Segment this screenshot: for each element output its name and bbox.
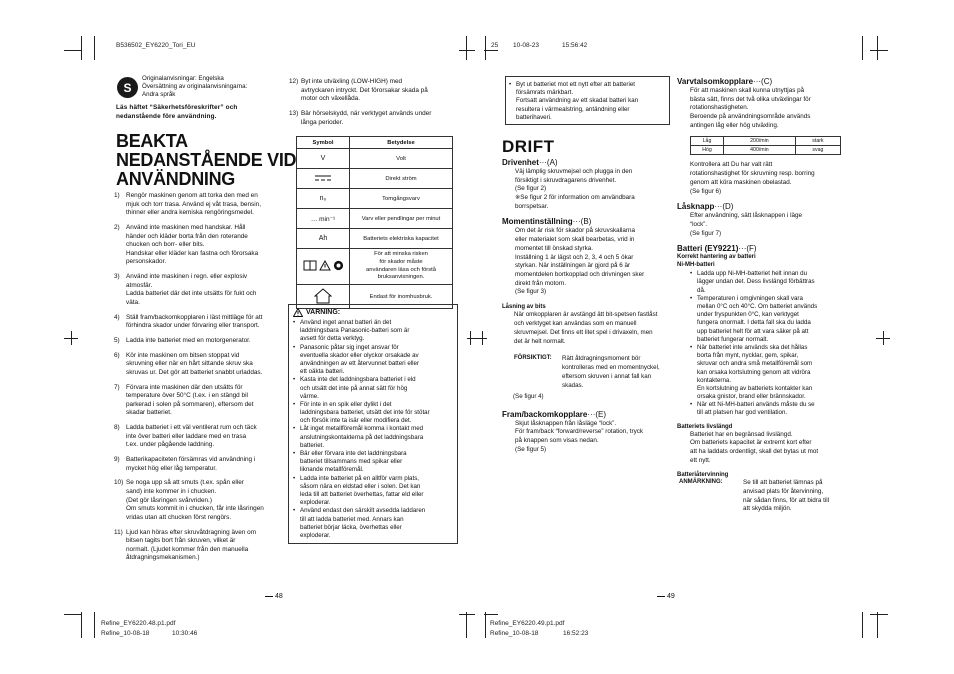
list-number: 6) xyxy=(114,351,120,359)
fram-line: på knappen som visas nedan. xyxy=(515,436,599,444)
footer-time-left: 10:30:46 xyxy=(172,630,198,637)
warning-triangle-icon xyxy=(319,260,331,271)
list-item-line: Om smuts kommit in i chucken, får inte låsringen xyxy=(126,505,264,513)
varvtal-line: Beroende på användningsområde används xyxy=(690,113,811,121)
bullet-line: lägger undan det. Dess livslängd förbättras xyxy=(697,278,815,286)
list-item-line: långa perioder. xyxy=(301,118,344,126)
footer-date-right: Refine_10-08-18 xyxy=(490,630,539,637)
battery-item xyxy=(690,270,839,295)
meaning-ampere-hour: Batteriets elektriska kapacitet xyxy=(350,229,453,249)
bullet-line: batterihaveri. xyxy=(516,113,552,121)
varvtal-line: Kontrollera att Du har valt rätt xyxy=(690,161,773,169)
footer-time-right: 16:52:23 xyxy=(563,630,589,637)
instruction-item xyxy=(114,192,278,218)
battery-item xyxy=(690,295,839,344)
bullet-line: • Byt ut batteriet mot ett nytt efter att batteriet xyxy=(516,81,635,88)
fram-line: Skjut låsknappen från låsläge “lock”. xyxy=(515,419,617,427)
symbol-header: Symbol xyxy=(297,137,350,149)
note-line: Se till att batteriet lämnas på xyxy=(743,479,823,487)
recycling-heading: Batteriåtervinning xyxy=(677,472,729,479)
caution-line: skadas. xyxy=(562,381,584,389)
symbol-volt: V xyxy=(297,149,350,169)
lasning-line: och verktyget kan användas som en manuell xyxy=(514,319,637,327)
bullet-line: och utsätt det inte på annat sätt för hög xyxy=(300,384,408,392)
meaning-indoor-use: Endast för inomhusbruk. xyxy=(350,285,453,309)
symbol-table xyxy=(296,136,453,309)
lasknapp-line: Efter användning, sätt låsknappen i läge xyxy=(690,212,803,220)
varvtal-line: rotationshastighet för skruvning resp. borring xyxy=(690,170,815,178)
list-item-line: Kör inte maskinen om bitsen stoppat vid xyxy=(126,351,240,359)
bullet-line: • Använd inget annat batteri än det xyxy=(300,319,392,326)
bullet-line: • Ladda upp Ni-MH-batteriet helt innan du xyxy=(697,270,808,278)
varvtal-line: (Se figur 6) xyxy=(690,187,722,195)
list-item-line: Ladda batteriet i ett väl ventilerat rum och täck xyxy=(126,424,257,432)
list-item-line: Bär hörselskydd, när verktyget används under xyxy=(301,109,432,117)
lasknapp-line: (Se figur 7) xyxy=(690,229,722,237)
header-date: 10-08-23 xyxy=(513,42,540,49)
list-item-line: Ljud kan höras efter skruvåtdragning även om xyxy=(126,528,257,536)
instruction-item xyxy=(289,78,451,104)
bullet-line: resultera i värmealstring, antändning eller xyxy=(516,105,630,113)
list-number: 1) xyxy=(114,192,120,199)
bullet-line: under fryspunkten 0°C, kan verktyget xyxy=(697,311,799,319)
list-number: 11) xyxy=(114,528,123,536)
header-time: 15:56:42 xyxy=(562,42,588,49)
bullet-line: liknande metallföremål. xyxy=(300,466,364,474)
header-file-left: B536502_EY6220_Tori_EU xyxy=(116,42,196,49)
caution-figure: (Se figur 4) xyxy=(513,392,544,400)
instruction-item xyxy=(114,337,278,346)
warning-title: VARNING: xyxy=(293,308,453,317)
bullet-line: mellan 0°C och 40°C. Om batteriet används xyxy=(697,303,818,310)
speed-high-torque: svag xyxy=(795,146,840,155)
list-number: 10) xyxy=(114,479,124,487)
symbol-no-load-speed: n₀ xyxy=(297,189,350,209)
list-item-line: skruvas ur. Det gör att batteriet snabbt urladdas. xyxy=(126,368,263,376)
language-badge: S xyxy=(117,77,138,98)
list-number: 13) xyxy=(289,109,299,117)
moment-line: momentdelen bortkopplad och drivningen sker xyxy=(515,270,645,278)
bullet-line: ett oäkta batteri. xyxy=(300,368,345,376)
list-item-line: förhindra skador under förvaring eller transport. xyxy=(126,322,260,330)
bullet-line: Fortsatt användning av ett skadat batteri kan xyxy=(516,97,639,105)
symbol-ampere-hour: Ah xyxy=(297,229,350,249)
bullet-line: exploderar. xyxy=(300,499,331,507)
caution-line: Rätt åtdragningsmoment bör xyxy=(562,354,641,362)
list-number: 2) xyxy=(114,223,120,231)
list-item-line: Ställ fram/backomkopplaren i läst mittläge för att xyxy=(126,313,263,321)
bullet-line: orsaka gnistor, brand eller brännskador. xyxy=(697,393,806,401)
bullet-line: • Låt inget metallföremål komma i kontakt med xyxy=(300,425,424,433)
meaning-no-load-speed: Tomgångsvarv xyxy=(350,189,453,209)
bullet-line: upp batteriet helt för att vara säker på att xyxy=(697,327,809,335)
bullet-line: • Kasta inte det laddningsbara batteriet i eld xyxy=(300,376,416,384)
note-line: att skydda miljön. xyxy=(743,505,792,513)
instruction-item xyxy=(289,110,451,127)
original-language-note: Originalanvisningar: Engelska Översättning av originalanvisningarna: Andra språk xyxy=(142,75,248,98)
bullet-line: avsett för detta verktyg. xyxy=(300,335,365,343)
bullet-line: borta från mynt, nycklar, gem, spikar, xyxy=(697,352,799,360)
moment-line: (Se figur 3) xyxy=(515,288,547,296)
bullet-line: exploderar. xyxy=(300,531,331,539)
moment-line: momentet till önskad styrka. xyxy=(515,244,594,252)
list-number: 8) xyxy=(114,424,120,432)
warning-item xyxy=(293,376,453,401)
list-item-line: väta. xyxy=(126,299,140,307)
drivenhet-line: Väj lämplig skruvmejsel och plugga in den xyxy=(515,168,633,175)
bullet-line: laddningsbara batteriet, utsätt det inte för stötar xyxy=(300,409,430,417)
varvtal-line: rotationshastigheten. xyxy=(690,104,749,112)
caution-line: kontrolleras med en momentnyckel, xyxy=(562,363,660,371)
battery-handling-heading: Korrekt hantering av batteri xyxy=(677,254,756,261)
right-col-2 xyxy=(677,77,839,514)
moment-line: direkt från motorn. xyxy=(515,279,567,287)
speed-high-rpm: 400/min xyxy=(724,146,796,155)
moment-heading: Momentinställning···(B) xyxy=(502,217,592,227)
section-title: BEAKTA NEDANSTÅENDE VID ANVÄNDNING xyxy=(116,131,297,189)
warning-item xyxy=(293,319,453,344)
moment-line: eller materialet som skall bearbetas, vrid in xyxy=(515,236,635,244)
instruction-item xyxy=(114,273,278,308)
symbol-direct-current xyxy=(297,169,350,189)
list-item-line: Ladda inte batteriet med en motorgenerator. xyxy=(126,336,251,344)
list-item-line: Rengör maskinen genom att torka den med en xyxy=(126,192,258,199)
warning-item xyxy=(293,401,453,426)
battery-item xyxy=(690,401,839,417)
instruction-item xyxy=(114,529,278,564)
bullet-line: • För inte in en spik eller dylikt i det xyxy=(300,400,392,408)
caution-line: eftersom skruven i annat fall kan xyxy=(562,372,652,380)
battery-life-line: att ha laddats ordentligt, skall det bytas ut mot xyxy=(690,448,819,455)
list-item-line: skadar batteriet. xyxy=(126,409,172,417)
drivenhet-line: ※Se figur 2 för information om användbara xyxy=(515,194,635,202)
lasning-heading: Låsning av bits xyxy=(502,303,546,310)
list-item-line: avtryckaren intryckt. Det förorsakar skada på xyxy=(301,86,428,94)
list-item-line: Ladda batteriet där det inte utsätts för fukt och xyxy=(126,290,257,298)
warning-item xyxy=(293,475,453,508)
instruction-list-right xyxy=(289,78,451,133)
direct-current-icon xyxy=(314,174,332,182)
page-number-right: 49 xyxy=(657,593,675,600)
note-line: anvisad plats för återvinning, xyxy=(743,488,824,496)
header-page-number: 25 xyxy=(491,42,499,49)
meaning-per-minute: Varv eller pendlingar per minut xyxy=(350,209,453,229)
meaning-read-manual: För att minska risken för skador måste användaren läsa och förstå bruksanvisningen. xyxy=(350,249,453,285)
caution-block xyxy=(502,355,664,391)
instruction-item xyxy=(114,224,278,267)
bullet-line: och försök inte ta isär eller modifiera det. xyxy=(300,417,412,425)
bullet-line: försämrats märkbart. xyxy=(516,89,574,97)
bullet-line: kontakterna. xyxy=(697,376,732,384)
bullet-line: laddningsbara Panasonic-batteri som är xyxy=(300,327,410,335)
meaning-direct-current: Direkt ström xyxy=(350,169,453,189)
list-item-line: atmosfär. xyxy=(126,281,153,289)
list-item-line: Batterikapaciteten försämras vid användning i xyxy=(126,456,256,464)
list-item-line: Förvara inte maskinen där den utsätts för xyxy=(126,383,243,391)
list-item-line: (Det gör låsringen svårvriden.) xyxy=(126,496,212,504)
list-item-line: inte över batteri eller laddare med en trasa xyxy=(126,432,247,440)
moment-line: Om det är risk för skador på skruvskallarna xyxy=(515,227,636,235)
battery-life-line: ett nytt. xyxy=(690,456,711,464)
list-item-line: normalt. (Ljudet kommer från den manuella xyxy=(126,545,249,553)
instruction-item xyxy=(114,479,278,522)
battery-replace-item xyxy=(509,81,666,122)
speed-low-torque: stark xyxy=(795,137,840,146)
bullet-line: batteriet fungerar normalt. xyxy=(697,335,769,343)
varvtal-line: bästa sätt, finns det två olika utväxlingar för xyxy=(690,95,811,103)
note-label: ANMÄRKNING: xyxy=(679,479,723,486)
warning-item xyxy=(293,344,453,377)
caution-label: FÖRSIKTIGT: xyxy=(514,354,552,361)
bullet-line: värme. xyxy=(300,392,319,400)
varvtal-heading: Varvtalsomkopplare···(C) xyxy=(677,77,773,86)
bullet-line: • När ett Ni-MH-batteri används måste du se xyxy=(697,401,815,409)
bullet-line: • När batteriet inte används ska det hållas xyxy=(697,343,808,351)
bullet-line: • Temperaturen i omgivningen skall vara xyxy=(697,294,803,302)
moment-line: styrkan. När inställningen är gjord på 6 är xyxy=(515,262,631,270)
list-number: 9) xyxy=(114,456,120,464)
ear-protection-icon xyxy=(333,260,344,271)
list-item-line: personskador. xyxy=(126,258,167,266)
list-item-line: temperature över 50°C (t.ex. i en stängd bil xyxy=(126,392,248,400)
list-item-line: Handskar eller kläder kan fastna och förorsaka xyxy=(126,249,259,257)
symbol-read-manual xyxy=(297,249,350,285)
drivenhet-line: borrspetsar. xyxy=(515,202,549,210)
bullet-line: kan orsaka kortslutning genom att vidröra xyxy=(697,368,811,376)
bullet-line: batteriet. xyxy=(300,441,325,449)
manual-book-icon xyxy=(303,260,317,271)
bullet-line: • Bär eller förvara inte det laddningsbara xyxy=(300,450,407,457)
warning-box xyxy=(288,304,458,544)
varvtal-line: genom att köra maskinen obelastad. xyxy=(690,178,792,186)
battery-item xyxy=(690,344,839,401)
recycling-note xyxy=(677,479,839,514)
page-number-left: 48 xyxy=(265,593,283,600)
warning-icon xyxy=(293,308,303,317)
list-item-line: motor och växellåda. xyxy=(301,95,360,103)
bullet-line: leda till att batteriet överhettas, fattar eld eller xyxy=(300,490,424,498)
meaning-volt: Volt xyxy=(350,149,453,169)
bullet-line: batteriet tillsammans med spikar eller xyxy=(300,458,403,466)
list-item-line: Använd inte maskinen i regn. eller explosiv xyxy=(126,273,248,281)
bullet-line: då. xyxy=(697,286,706,294)
meaning-header: Betydelse xyxy=(350,137,453,149)
list-number: 12) xyxy=(289,78,299,85)
list-item-line: händer och kläder borta från den roterande xyxy=(126,232,248,240)
bullet-line: • Använd endast den särskilt avsedda laddaren xyxy=(300,507,426,515)
note-line: när sådan finns, för att bidra till xyxy=(743,496,830,504)
bullet-line: anslutningskontakterna på det laddningsbara xyxy=(300,433,424,441)
fram-heading: Fram/backomkopplare···(E) xyxy=(502,409,607,419)
list-item-line: Se noga upp så att smuts (t.ex. spån eller xyxy=(126,479,244,487)
drift-title: DRIFT xyxy=(502,137,555,156)
bullet-line: En kortslutning av batteriets kontakter kan xyxy=(697,384,813,392)
list-item-line: thinner eller andra kemiska rengöringsmedel. xyxy=(126,209,254,217)
battery-life-heading: Batteriets livslängd xyxy=(677,423,733,430)
drivenhet-line: (Se figur 2) xyxy=(515,185,547,193)
list-item-line: mycket hög eller låg temperatur. xyxy=(126,464,217,472)
warning-item xyxy=(293,425,453,450)
symbol-per-minute: … min⁻¹ xyxy=(297,209,350,229)
list-number: 3) xyxy=(114,273,120,281)
battery-life-line: Batteriet har en begränsad livslängd. xyxy=(690,430,793,438)
drivenhet-line: försiktigt i skruvdragarens drivenhet. xyxy=(515,176,617,184)
footer-file-right: Refine_EY6220.49.p1.pdf xyxy=(490,620,565,627)
footer-date-left: Refine_10-08-18 xyxy=(101,630,150,637)
speed-high-label: Hög xyxy=(691,146,724,155)
moment-line: Inställning 1 är lägst och 2, 3, 4 och 5 ökar xyxy=(515,253,634,261)
lasning-line: det är helt normalt. xyxy=(514,337,566,345)
warning-item xyxy=(293,450,453,475)
fram-line: (Se figur 5) xyxy=(515,445,547,453)
bullet-line: skruvar och andra små metallföremål som xyxy=(697,360,813,368)
intro-text: Läs häftet “Säkerhetsföreskrifter” och nedanstående före användning. xyxy=(116,104,238,120)
lasknapp-heading: Låsknapp···(D) xyxy=(677,202,734,212)
nimh-heading: Ni-MH-batteri xyxy=(677,262,715,269)
batteri-heading: Batteri (EY9221)···(F) xyxy=(677,244,757,254)
list-item-line: Använd inte maskinen med handskar. Håll xyxy=(126,223,246,231)
varvtal-line: För att maskinen skall kunna utnyttjas på xyxy=(690,87,805,94)
list-item-line: t.ex. under pågående laddning. xyxy=(126,441,215,449)
lasning-line: skruvmejsel. Det finns ett litet spel i drivaxeln, men xyxy=(514,328,653,336)
fram-line: För fram/back “forward/reverse” rotation, tryck xyxy=(515,428,644,436)
footer-file-left: Refine_EY6220.48.p1.pdf xyxy=(101,620,176,627)
bullet-line: eventuella skador eller olyckor orsakade av xyxy=(300,351,419,359)
bullet-line: • Ladda inte batteriet på en alltför varm plats, xyxy=(300,474,420,482)
bullet-line: användningen av ett återvunnet batteri eller xyxy=(300,359,420,367)
right-col-1 xyxy=(502,158,664,454)
list-item-line: chucken och borr- eller bits. xyxy=(126,241,205,249)
battery-life-line: Om batteriets kapacitet är extremt kort efter xyxy=(690,439,812,447)
instruction-item xyxy=(114,456,278,473)
list-item-line: vridas utan att chucken först rengörs. xyxy=(126,513,232,521)
bullet-line: batteriet börjar läcka, överhettas eller xyxy=(300,523,402,531)
battery-replace-box xyxy=(505,76,670,125)
speed-table xyxy=(690,136,841,155)
bullet-line: till att platsen har god ventilation. xyxy=(697,409,788,417)
lasning-line: När omkopplaren är avstängd ätt bit-spetsen fastlåst xyxy=(514,310,658,318)
house-icon xyxy=(314,288,332,304)
bullet-line: såsom nära en eldstad eller i solen. Det kan xyxy=(300,482,421,490)
list-item-line: bitsen tagits bort från skruven, vilket är xyxy=(126,537,236,545)
list-number: 7) xyxy=(114,383,120,391)
varvtal-line: antingen låg eller hög utväxling. xyxy=(690,121,779,129)
drivenhet-heading: Drivenhet···(A) xyxy=(502,158,558,167)
list-number: 4) xyxy=(114,313,120,321)
instruction-list-left xyxy=(114,192,278,569)
instruction-item xyxy=(114,352,278,378)
lasknapp-line: “lock”. xyxy=(690,220,708,228)
list-item-line: sand) inte kommer in i chucken. xyxy=(126,487,217,495)
list-item-line: skruvning eller när en hårt sittande skruv ska xyxy=(126,360,253,368)
bullet-line: fungera onormalt. I detta fall ska du ladda xyxy=(697,319,811,327)
list-item-line: åtdragningsmekanismen.) xyxy=(126,554,200,562)
list-item-line: Byt inte utväxling (LOW-HIGH) med xyxy=(301,78,403,85)
speed-low-rpm: 200/min xyxy=(724,137,796,146)
list-item-line: parkerad i solen på sommaren), eftersom det xyxy=(126,400,254,408)
list-number: 5) xyxy=(114,336,120,344)
speed-low-label: Låg xyxy=(691,137,724,146)
list-item-line: mjuk och torr trasa. Använd ej våt trasa, bensin, xyxy=(126,200,261,208)
warning-item xyxy=(293,507,453,540)
instruction-item xyxy=(114,314,278,331)
bullet-line: • Panasonic påtar sig inget ansvar för xyxy=(300,343,399,351)
bullet-line: till att ladda batteriet med. Annars kan xyxy=(300,515,404,523)
instruction-item xyxy=(114,384,278,419)
instruction-item xyxy=(114,424,278,450)
